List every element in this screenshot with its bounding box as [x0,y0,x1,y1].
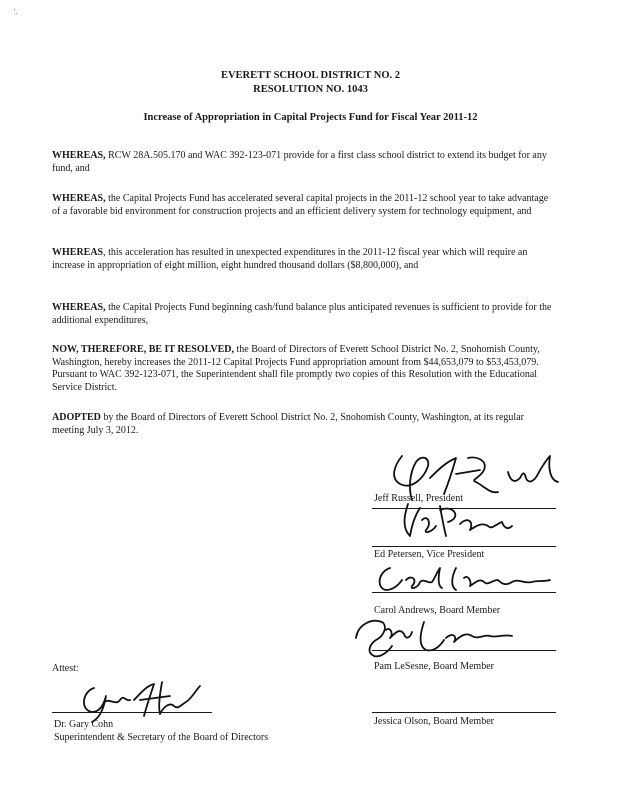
signatory-caption-2: Ed Petersen, Vice President [374,549,485,560]
signatory-caption-1: Jeff Russell, President [374,493,463,504]
paragraph-text: the Board of Directors of Everett School District No. 2, Snohomish County, Washington, hereby increases the 2011-12 Capital Projects Fund appropriation amount from $44,653,079 to $53,453,079. Pursuant to WAC 392-123-071, the Superintendent shall file promptly two copies of this Resolution with the Educational Service District. [52,344,540,393]
signature-andrews [372,560,562,600]
paragraph-lead: WHEREAS, [52,193,106,204]
signatory-caption-3: Carol Andrews, Board Member [374,605,501,616]
attest-title: Superintendent & Secretary of the Board of Directors [54,732,269,743]
resolution-subject: Increase of Appropriation in Capital Projects Fund for Fiscal Year 2011-12 [143,112,478,123]
signatory-caption-5: Jessica Olson, Board Member [374,716,494,727]
paragraph-text: RCW 28A.505.170 and WAC 392-123-071 provide for a first class school district to extend its budget for any fund, and [52,150,547,174]
corner-mark: ', [14,8,18,16]
resolved-paragraph [52,344,552,394]
paragraph-lead: NOW, THEREFORE, BE IT RESOLVED, [52,344,235,355]
paragraph-lead: WHEREAS, [52,302,106,313]
attest-name: Dr. Gary Cohn [54,719,114,730]
whereas-paragraph-3 [52,247,552,272]
signature-petersen [398,500,518,545]
attest-label: Attest: [52,663,79,674]
signature-line-2 [372,546,556,547]
paragraph-lead: WHEREAS [52,247,104,258]
whereas-paragraph-2 [52,193,552,218]
paragraph-text: the Capital Projects Fund has accelerated several capital projects in the 2011-12 school year to take advantage of a favorable bid environment for construction projects and an efficient delivery system for technology equipment, and [52,193,549,217]
signature-lesesne [346,612,526,662]
resolution-number: RESOLUTION NO. 1043 [253,84,368,95]
signatory-caption-4: Pam LeSesne, Board Member [374,661,494,672]
paragraph-text: , this acceleration has resulted in unexpected expenditures in the 2011-12 fiscal year which will require an increase in appropriation of eight million, eight hundred thousand dollars ($8,800,000), and [52,247,528,271]
whereas-paragraph-1 [52,150,552,175]
attest-signature-line [52,712,212,713]
paragraph-lead: ADOPTED [52,412,101,423]
signature-line-4 [372,650,556,651]
paragraph-text: by the Board of Directors of Everett School District No. 2, Snohomish County, Washington, at its regular meeting July 3, 2012. [52,412,524,436]
paragraph-text: the Capital Projects Fund beginning cash/fund balance plus anticipated revenues is sufficient to provide for the additional expenditures, [52,302,552,326]
adopted-paragraph [52,412,552,437]
signature-line-5 [372,712,556,713]
district-heading: EVERETT SCHOOL DISTRICT NO. 2 [220,70,401,81]
paragraph-lead: WHEREAS, [52,150,106,161]
signature-line-3 [372,592,556,593]
whereas-paragraph-4 [52,302,552,327]
